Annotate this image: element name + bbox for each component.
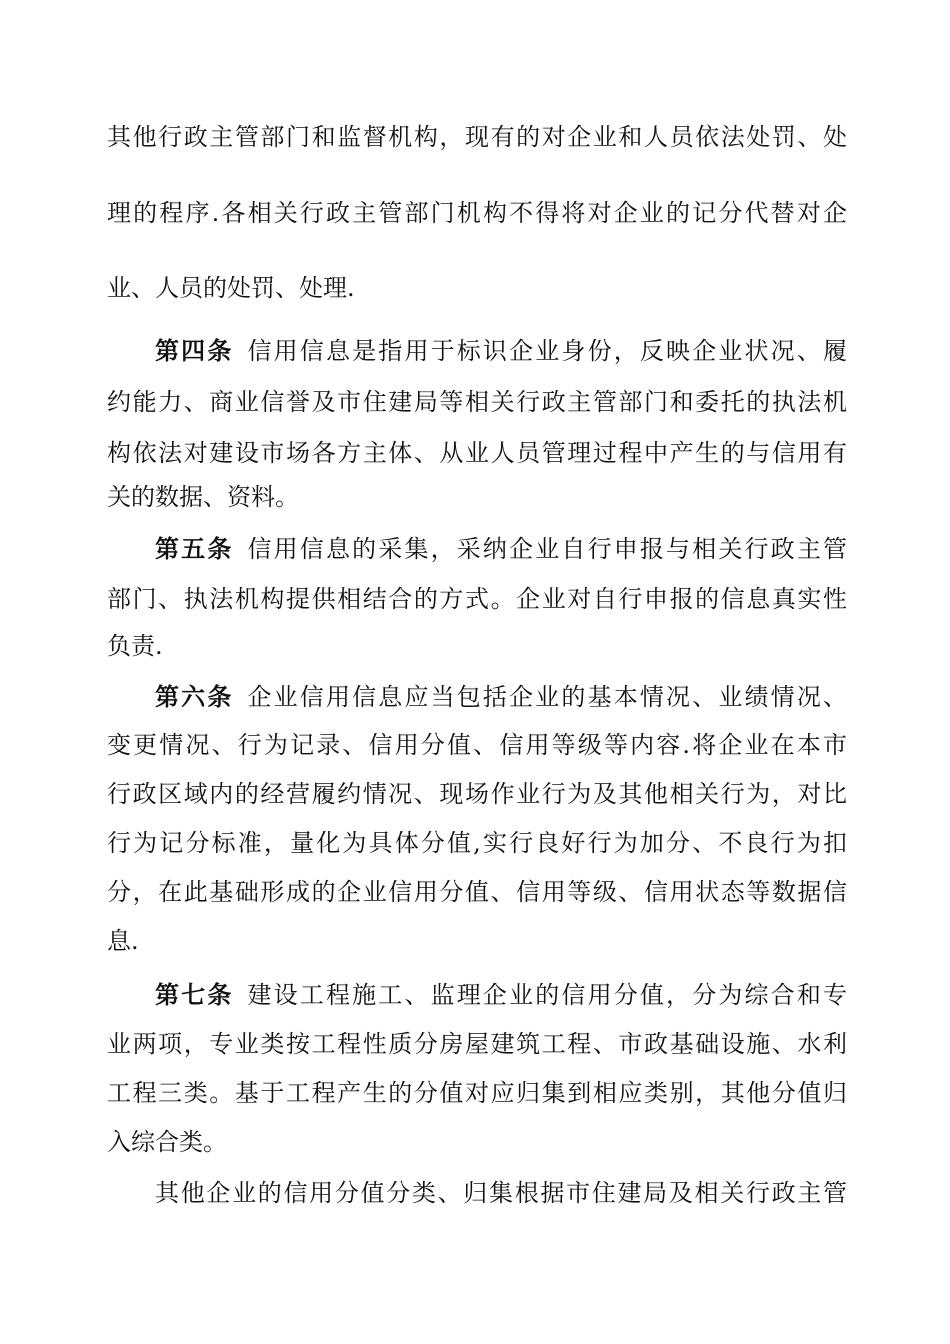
article-6-first-line: [155, 677, 847, 717]
article-7-heading: 第七条: [155, 981, 234, 1009]
paragraph-line: 其他企业的信用分值分类、归集根据市住建局及相关行政主管: [155, 1179, 847, 1207]
paragraph-line: 入综合类。: [107, 1128, 227, 1156]
article-7-text: 建设工程施工、监理企业的信用分值，分为综合和专: [247, 981, 848, 1009]
article-4-first-line: [155, 331, 847, 371]
paragraph-line: 约能力、商业信誉及市住建局等相关行政主管部门和委托的执法机: [107, 388, 847, 416]
article-5-text: 信用信息的采集，采纳企业自行申报与相关行政主管: [247, 535, 848, 563]
article-5-first-line: [155, 529, 847, 569]
paragraph-line: 变更情况、行为记录、信用分值、信用等级等内容.将企业在本市: [107, 731, 847, 759]
paragraph-line: 行为记分标准，量化为具体分值,实行良好行为加分、不良行为扣: [107, 829, 847, 857]
paragraph-line: 部门、执法机构提供相结合的方式。企业对自行申报的信息真实性: [107, 585, 847, 613]
article-4-text: 信用信息是指用于标识企业身份，反映企业状况、履: [247, 337, 848, 365]
paragraph-line: 构依法对建设市场各方主体、从业人员管理过程中产生的与信用有: [107, 439, 847, 467]
paragraph-line: 理的程序.各相关行政主管部门机构不得将对企业的记分代替对企: [107, 199, 847, 227]
paragraph-line: 其他行政主管部门和监督机构，现有的对企业和人员依法处罚、处: [107, 123, 847, 151]
article-4-heading: 第四条: [155, 337, 234, 365]
paragraph-line: 工程三类。基于工程产生的分值对应归集到相应类别，其他分值归: [107, 1079, 847, 1107]
paragraph-line: 关的数据、资料。: [107, 483, 299, 511]
paragraph-line: 业、人员的处罚、处理.: [107, 274, 355, 302]
paragraph-line: 息.: [107, 927, 139, 955]
article-7-first-line: [155, 975, 847, 1015]
paragraph-line: 行政区域内的经营履约情况、现场作业行为及其他相关行为，对比: [107, 780, 847, 808]
article-6-heading: 第六条: [155, 683, 234, 711]
paragraph-line: 负责.: [107, 632, 163, 660]
paragraph-line: 分，在此基础形成的企业信用分值、信用等级、信用状态等数据信: [107, 878, 847, 906]
article-6-text: 企业信用信息应当包括企业的基本情况、业绩情况、: [247, 683, 848, 711]
article-5-heading: 第五条: [155, 535, 234, 563]
paragraph-line: 业两项，专业类按工程性质分房屋建筑工程、市政基础设施、水利: [107, 1030, 847, 1058]
